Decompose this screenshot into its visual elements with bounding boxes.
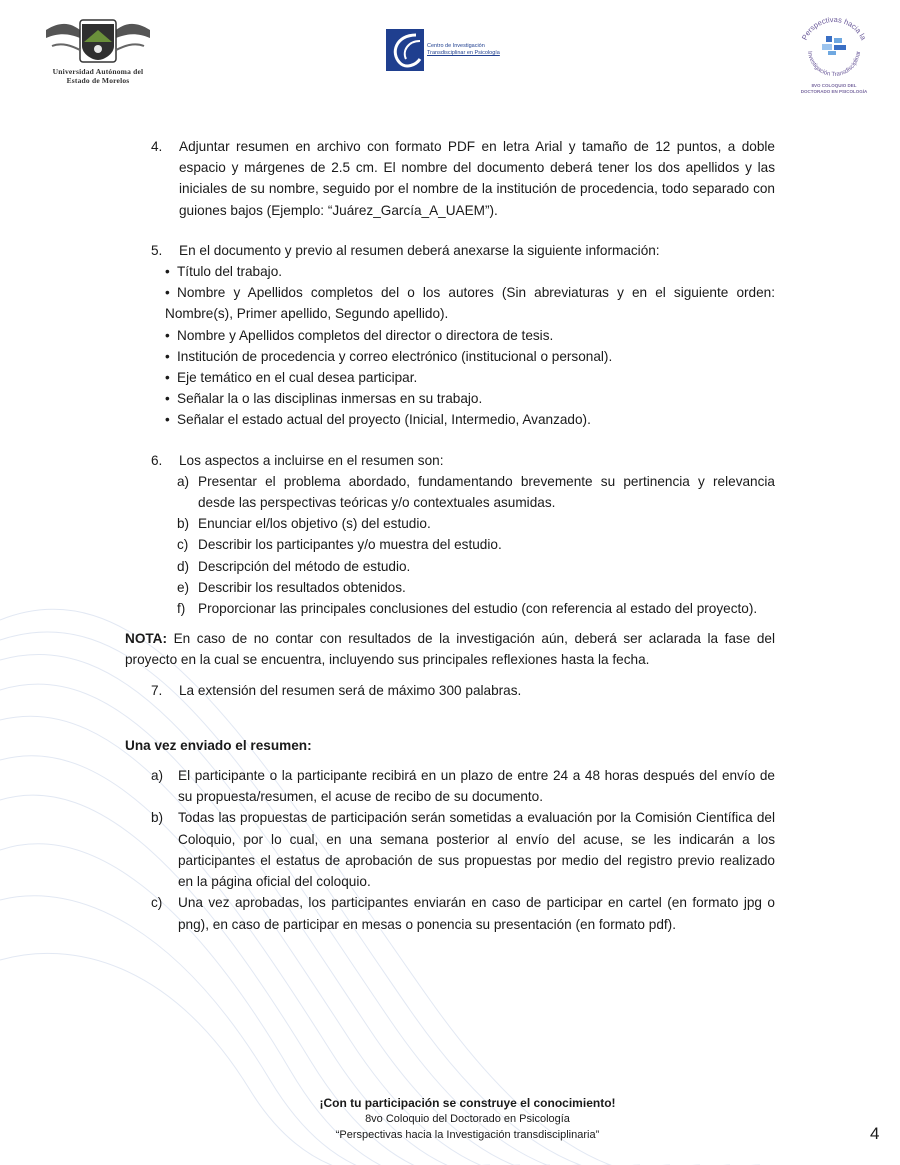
sub-item-f: [125, 598, 775, 619]
list-item-4: [125, 136, 775, 221]
bullet-item: • Nombre y Apellidos completos del o los autores (Sin abreviaturas y en el siguiente orden: Nombre(s), Primer apellido, Segundo apellido).: [165, 285, 775, 322]
sub-letter: b): [177, 516, 190, 532]
nota-label: NOTA:: [125, 631, 168, 647]
after-letter: b): [151, 810, 164, 826]
sub-letter: c): [177, 537, 189, 553]
citp-line1: Centro de Investigación: [427, 43, 485, 49]
section-heading: Una vez enviado el resumen:: [125, 737, 312, 753]
sub-letter: e): [177, 579, 190, 595]
after-item-a: [125, 765, 775, 807]
item-text: La extensión del resumen será de máximo 300 palabras.: [179, 682, 522, 698]
page-number: 4: [870, 1124, 880, 1143]
coloquio-emblem-icon: [794, 16, 874, 78]
sub-letter: d): [177, 558, 190, 574]
document-body: [125, 136, 775, 935]
after-text: El participante o la participante recibirá en un plazo de entre 24 a 48 horas después del envío de su propuesta/resumen, el acuse de recibo de su documento.: [178, 768, 775, 805]
item-text: Los aspectos a incluirse en el resumen son:: [179, 452, 444, 468]
list-item-6: [125, 450, 775, 471]
item-text: En el documento y previo al resumen deberá anexarse la siguiente información:: [179, 242, 660, 258]
after-item-b: [125, 807, 775, 892]
nota-text: En caso de no contar con resultados de la investigación aún, deberá ser aclarada la fase del proyecto en la cual se encuentra, incluyendo sus principales reflexiones hasta la fecha.: [125, 631, 775, 668]
footer-event: 8vo Coloquio del Doctorado en Psicología: [365, 1113, 570, 1125]
list-item-7: [125, 680, 775, 701]
bullet-item: • Institución de procedencia y correo electrónico (institucional o personal).: [165, 348, 613, 364]
nota-paragraph: [125, 628, 775, 670]
uaem-name-line1: Universidad Autónoma del: [52, 67, 144, 76]
bullet-item: • Señalar la o las disciplinas inmersas en su trabajo.: [165, 391, 483, 407]
citp-line2: Transdisciplinar en Psicología: [427, 50, 500, 56]
bullet-item: • Título del trabajo.: [165, 264, 283, 280]
bullet-text: Señalar el estado actual del proyecto (Inicial, Intermedio, Avanzado).: [177, 412, 591, 428]
uaem-crest-icon: [42, 16, 154, 66]
coloquio-logo: [794, 16, 874, 94]
coloquio-sub1: 8VO COLOQUIO DEL: [811, 83, 857, 88]
sub-item-d: [125, 556, 775, 577]
page-header: [0, 14, 900, 104]
footer-theme: “Perspectivas hacia la Investigación transdisciplinaria”: [335, 1129, 600, 1141]
sub-text: Describir los resultados obtenidos.: [198, 579, 406, 595]
sub-letter: f): [177, 601, 186, 617]
uaem-name-line2: Estado de Morelos: [66, 76, 130, 85]
list-item-5: [125, 240, 775, 261]
bullet-text: Nombre y Apellidos completos del director o directora de tesis.: [177, 327, 554, 343]
bullet-text: Título del trabajo.: [177, 264, 283, 280]
sub-text: Describir los participantes y/o muestra del estudio.: [198, 537, 502, 553]
footer-slogan: ¡Con tu participación se construye el conocimiento!: [319, 1096, 616, 1110]
after-item-c: [125, 892, 775, 934]
sub-item-e: [125, 577, 775, 598]
citp-logo: [386, 28, 500, 72]
item-number: 7.: [151, 682, 163, 698]
sub-text: Descripción del método de estudio.: [198, 558, 411, 574]
sub-text: Proporcionar las principales conclusiones del estudio (con referencia al estado del proyecto).: [198, 601, 758, 617]
item-number: 5.: [151, 242, 163, 258]
sub-item-c: [125, 534, 775, 555]
item-number: 4.: [151, 139, 163, 154]
sub-text: Enunciar el/los objetivo (s) del estudio.: [198, 516, 431, 532]
page-footer: [0, 1095, 900, 1143]
bullet-item: • Nombre y Apellidos completos del director o directora de tesis.: [165, 327, 554, 343]
bullet-text: Nombre y Apellidos completos del o los autores (Sin abreviaturas y en el siguiente orden: Nombre(s), Primer apellido, Segundo apellido).: [165, 285, 775, 322]
after-letter: c): [151, 895, 163, 911]
after-letter: a): [151, 768, 164, 784]
coloquio-sub2: DOCTORADO EN PSICOLOGÍA: [800, 88, 868, 94]
sub-item-b: [125, 513, 775, 534]
uaem-logo: [38, 16, 158, 85]
bullet-item: • Señalar el estado actual del proyecto (Inicial, Intermedio, Avanzado).: [165, 412, 591, 428]
bullet-item: • Eje temático en el cual desea participar.: [165, 370, 418, 386]
item-number: 6.: [151, 452, 163, 468]
after-text: Todas las propuestas de participación serán sometidas a evaluación por la Comisión Científica del Coloquio, por lo cual, en una semana posterior al envío del acuse, se les indicarán a los participantes el estatus de aprobación de sus propuestas por medio del registro previo realizado en la página oficial del coloquio.: [178, 810, 775, 890]
coloquio-arc-bottom: Investigación Transdisciplinar: [806, 50, 862, 78]
sub-letter: a): [177, 473, 190, 489]
bullet-text: Institución de procedencia y correo electrónico (institucional o personal).: [177, 348, 613, 364]
bullet-text: Señalar la o las disciplinas inmersas en su trabajo.: [177, 391, 483, 407]
sub-text: Presentar el problema abordado, fundamentando brevemente su pertinencia y relevancia desde las perspectivas teóricas y/o contextuales asumidas.: [198, 473, 775, 511]
item-text: Adjuntar resumen en archivo con formato PDF en letra Arial y tamaño de 12 puntos, a doble espacio y márgenes de 2.5 cm. El nombre del documento deberá tener los dos apellidos y las iniciales de su nombre, seguido por el nombre de la institución de procedencia, todo separado con guiones bajos (Ejemplo: “Juárez_García_A_UAEM”).: [179, 139, 775, 218]
sub-item-a: [125, 471, 775, 513]
bullet-text: Eje temático en el cual desea participar.: [177, 370, 418, 386]
coloquio-arc-top: Perspectivas hacia la: [799, 16, 869, 42]
after-text: Una vez aprobadas, los participantes enviarán en caso de participar en cartel (en formato jpg o png), en caso de participar en mesas o ponencia su presentación (en formato pdf).: [178, 895, 775, 932]
citp-mark-icon: [386, 29, 424, 71]
